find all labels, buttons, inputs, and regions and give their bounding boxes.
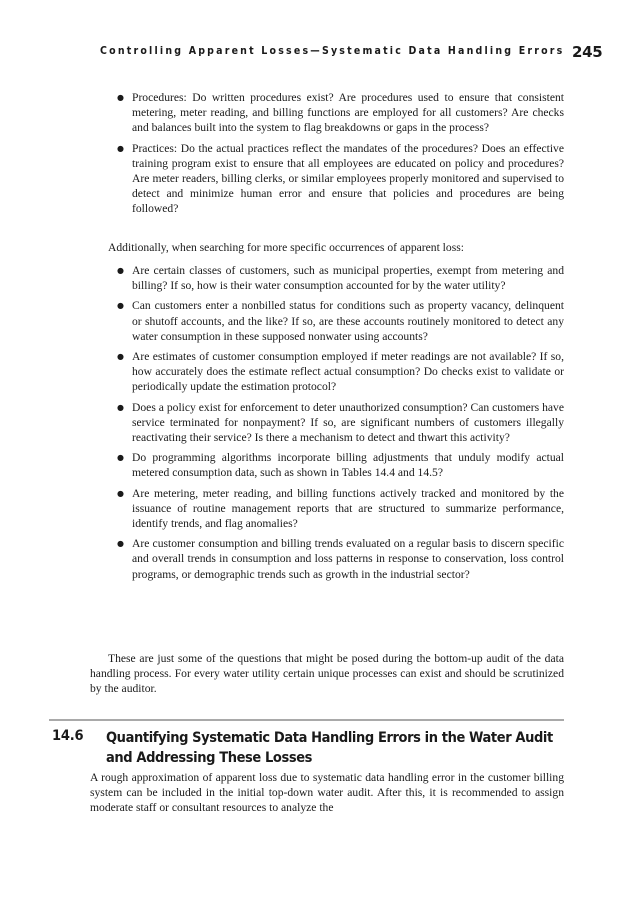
list-item-text: Are certain classes of customers, such as municipal properties, exempt from metering and billing? If so, how is their water consumption accounted for by the water utility? bbox=[132, 264, 564, 293]
list-item-text: Can customers enter a nonbilled status for conditions such as property vacancy, delinquent or shutoff accounts, and the like? If so, are these accounts routinely monitored to detect any water consumption in these supposed nonwater using accounts? bbox=[132, 299, 564, 343]
list-item-text: Are customer consumption and billing trends evaluated on a regular basis to discern specific and overall trends in consumption and loss patterns in response to conservation, loss control programs, or demographic trends such as growth in the industrial sector? bbox=[132, 537, 564, 581]
page-number: 245 bbox=[572, 43, 603, 61]
list-item bbox=[117, 263, 564, 293]
bullet-icon: ● bbox=[117, 93, 124, 102]
bullet-icon: ● bbox=[117, 352, 124, 362]
procedures-bullet-list bbox=[117, 90, 564, 222]
list-item bbox=[117, 400, 564, 446]
closing-paragraph: These are just some of the questions that might be posed during the bottom-up audit of the data handling process. For every water utility certain unique processes can exist and should be scrutinized by the auditor. bbox=[90, 652, 564, 696]
list-item-text: Are metering, meter reading, and billing functions actively tracked and monitored by the issuance of routine management reports that are structured to summarize performance, identify trends, and flag anomalies? bbox=[132, 486, 564, 531]
section-number: 14.6 bbox=[52, 728, 84, 744]
bullet-icon: ● bbox=[117, 488, 124, 498]
bullet-icon: ● bbox=[117, 143, 124, 153]
list-item-text: Practices: Do the actual practices reflect the mandates of the procedures? Does an effective training program exist to ensure that all employees are educated on policy and procedures? Are meter readers, billing clerks, or similar employees properly monitored and supervised to detect and minimize human error and ensure that policies and procedures are being followed? bbox=[132, 141, 564, 216]
list-item bbox=[117, 298, 564, 344]
bullet-icon: ● bbox=[117, 301, 124, 311]
bullet-icon: ● bbox=[117, 539, 124, 549]
list-item bbox=[117, 486, 564, 532]
list-item-text: Are estimates of customer consumption employed if meter readings are not available? If so, how accurately does the estimate reflect actual consumption? Do checks exist to validate or periodically update the estimation protocol? bbox=[132, 350, 564, 394]
list-item bbox=[117, 536, 564, 582]
running-head-title: Controlling Apparent Losses—Systematic Data Handling Errors bbox=[100, 45, 565, 57]
intro-paragraph: Additionally, when searching for more specific occurrences of apparent loss: bbox=[108, 241, 464, 254]
bullet-icon: ● bbox=[117, 402, 124, 412]
section-heading: Quantifying Systematic Data Handling Errors in the Water Audit and Addressing These Losses bbox=[106, 730, 553, 766]
list-item-text: Do programming algorithms incorporate billing adjustments that unduly modify actual metered consumption data, such as shown in Tables 14.4 and 14.5? bbox=[132, 451, 564, 480]
list-item-text: Procedures: Do written procedures exist? Are procedures used to ensure that consistent metering, meter reading, and billing functions are employed for all customers? Are checks and balances built into the system to flag breakdowns or gaps in the process? bbox=[132, 91, 564, 135]
list-item bbox=[117, 450, 564, 480]
list-item bbox=[117, 90, 564, 136]
list-item-text: Does a policy exist for enforcement to deter unauthorized consumption? Can customers have service terminated for nonpayment? If so, are significant numbers of customers illegally reactivating their service? Is there a mechanism to detect and thwart this activity? bbox=[132, 400, 564, 445]
bullet-icon: ● bbox=[117, 453, 124, 463]
list-item bbox=[117, 349, 564, 395]
list-item bbox=[117, 141, 564, 217]
apparent-loss-bullet-list bbox=[117, 263, 564, 587]
section-paragraph: A rough approximation of apparent loss due to systematic data handling error in the customer billing system can be included in the initial top-down water audit. After this, it is recommended to assign moderate staff or consultant resources to analyze the bbox=[90, 771, 564, 815]
bullet-icon: ● bbox=[117, 266, 124, 275]
section-divider bbox=[49, 719, 564, 721]
